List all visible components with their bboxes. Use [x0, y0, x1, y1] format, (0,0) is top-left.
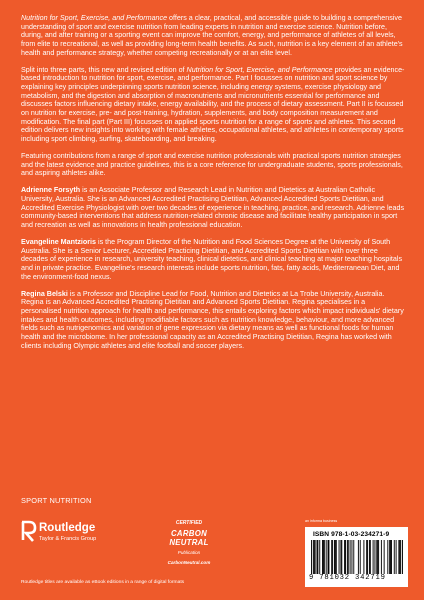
barcode-bar [335, 540, 336, 574]
blurb-paragraph-3: Featuring contributions from a range of sport and exercise nutrition professionals with practical sports nutrition strategies and the latest evidence and practice guidelines, this is a core reference for undergraduate students, sports professionals, and aspiring athletes alike. [21, 151, 403, 178]
barcode-bar [377, 540, 378, 574]
barcode-bar [367, 540, 368, 574]
author-bio-text: is a Professor and Discipline Lead for Food, Nutrition and Dietetics at La Trobe University, Australia. Regina is an Advanced Accredited Practising Dietitian and Advanced Sports Dietitian. Regina specialises in a personalised nutrition approach for health and performance, this entails exploring factors which impact individuals' dietary intakes and health outcomes, including modifiable factors such as nutrition knowledge, behaviour, and more advanced fields such as nutrigenomics and variation of gene expression via dietary means as well as functional foods for human health and the microbiome. In her professional capacity as an Accredited Practising Dietitian, Regina has worked with clients including Olympic athletes and elite football and soccer players. [21, 289, 404, 350]
blurb-paragraph-2 [21, 66, 406, 144]
badge-line-publication: Publication [177, 550, 201, 555]
barcode-bar [369, 540, 370, 574]
barcode-bar [373, 540, 374, 574]
blurb-paragraph-2-text: provides an evidence-based introduction to nutrition for sport, exercise, and performance. Part I focusses on nutrition and sport science by explaining key principles underpinning sports nutrition science, including energy systems, exercise physiology and metabolism, and the digestion and absorption of macronutrients and micronutrients essential for performance and discusses factors influencing dietary intake, energy availability, and the process of dietary assessment. Part II is focussed on nutrition for exercise, pre- and post-training, hydration, supplements, and body composition measurement and modification. The final part (Part III) focusses on applied sports nutrition for a range of sports and athletes. This second edition delivers new insights into working with female athletes, occupational athletes, and athletes in contemporary sports including sport climbing, surfing, skateboarding, and breaking. [21, 65, 405, 143]
badge-line-carbon: CARBON [170, 529, 208, 538]
barcode-bar [347, 540, 348, 574]
barcode-bar [328, 540, 329, 574]
ebook-note: Routledge titles are available as eBook editions in a range of digital formats [21, 580, 185, 585]
barcode-bar [353, 540, 354, 574]
barcode-bar [374, 540, 375, 574]
author-name: Adrienne Forsyth [21, 186, 81, 195]
author-bio-1 [21, 186, 406, 229]
barcode-bar [324, 540, 325, 574]
barcode-bar [336, 540, 337, 574]
barcode-bar [360, 540, 361, 574]
barcode-bar [331, 540, 332, 574]
publisher-logo [20, 518, 130, 558]
blurb-paragraph-1-text: offers a clear, practical, and accessible guide to building a comprehensive understanding of sport and exercise nutrition from leading experts in nutrition and exercise science. Nutrition before, during, and after training or a sporting event can improve the comfort, energy, and performance of athletes of all levels, from elite to recreational, as well as providing long-term health benefits. As such, nutrition is a key element of an athlete's health and performance strategy, whether competing recreationally or at an elite level. [21, 14, 403, 57]
barcode-bar [344, 540, 345, 574]
barcode-bar [366, 540, 367, 574]
barcode-bar [389, 540, 390, 574]
barcode-bar [378, 540, 379, 574]
barcode-bar [314, 540, 315, 574]
author-bio-3 [21, 290, 406, 351]
barcode-bar [391, 540, 392, 574]
barcode-bar [396, 540, 397, 574]
barcode-bar [402, 540, 403, 574]
barcode-bar [341, 540, 342, 574]
barcode-bar [334, 540, 335, 574]
book-title-italic: Nutrition for Sport, Exercise, and Performance [186, 65, 333, 74]
barcode-bar [319, 540, 320, 574]
publisher-name: Routledge [39, 522, 96, 534]
publisher-group: Taylor & Francis Group [39, 536, 97, 542]
barcode-bar [384, 540, 385, 574]
barcode-bar [326, 540, 327, 574]
barcode-bar [328, 540, 329, 574]
barcode-bar [332, 540, 333, 574]
blurb-paragraph-1 [21, 14, 406, 57]
barcode-bar [311, 540, 312, 574]
isbn-barcode [305, 527, 408, 587]
barcode-bar [398, 540, 399, 574]
barcode-bar [390, 540, 391, 574]
barcode-bar [339, 540, 340, 574]
barcode-bar [376, 540, 377, 574]
book-title-italic: Nutrition for Sport, Exercise, and Performance [21, 14, 168, 22]
author-bio-text: is the Program Director of the Nutrition and Food Sciences Degree at the University of South Australia. She is a Senior Lecturer, Accredited Practicing Dietitian, and Accredited Sports Dietitian with over three decades of experience in research, university teaching, clinical dietetics, and clinical teaching at major teaching hospitals and in private practice. Evangeline's research interests include sports nutrition, fats, fatty acids, Mediterranean Diet, and the environment-food nexus. [21, 238, 403, 281]
barcode-icon [311, 540, 403, 574]
author-bio-text: is an Associate Professor and Research Lead in Nutrition and Dietetics at Australian Catholic University, Australia. She is an Advanced Accredited Practising Dietitian, Advanced Accredited Sports Dietitian, and Accredited Exercise Physiologist with over two decades of experience in teaching, practice, and research. Adrienne leads community-based interventions that address nutrition-related chronic disease and facilitate healthy participation in sport and recreation as well as innovations in health professional education. [21, 186, 405, 229]
subject-category: SPORT NUTRITION [21, 496, 92, 505]
barcode-bar [363, 540, 364, 574]
barcode-bar [317, 540, 318, 574]
barcode-bar [345, 540, 346, 574]
barcode-bar [387, 540, 388, 574]
author-name: Regina Belski [21, 289, 68, 298]
barcode-bar [381, 540, 382, 574]
informa-credit: an informa business [305, 519, 338, 523]
carbon-neutral-badge [161, 520, 217, 574]
barcode-bar [350, 540, 351, 574]
barcode-bar [394, 540, 395, 574]
badge-line-url: CarbonNeutral.com [167, 560, 211, 565]
barcode-bar [370, 540, 371, 574]
blurb-paragraph-2-lead: Split into three parts, this new and revised edition of [21, 65, 187, 74]
barcode-digits: 9 781032 342719 [309, 574, 386, 582]
badge-line-neutral: NEUTRAL [169, 538, 209, 547]
barcode-bar [315, 540, 316, 574]
barcode-bar [400, 540, 401, 574]
barcode-bar [322, 540, 323, 574]
barcode-bar [313, 540, 314, 574]
barcode-bar [399, 540, 400, 574]
barcode-bar [340, 540, 341, 574]
barcode-bar [317, 540, 318, 574]
barcode-bar [351, 540, 352, 574]
blurb-text [21, 14, 406, 359]
isbn-text: ISBN 978-1-03-234271-9 [313, 531, 390, 538]
author-bio-2 [21, 238, 406, 281]
author-name: Evangeline Mantzioris [21, 238, 96, 246]
barcode-bar [348, 540, 349, 574]
routledge-r-icon [20, 520, 37, 542]
barcode-bar [323, 540, 324, 574]
barcode-bar [358, 540, 359, 574]
badge-line-certified: CERTIFIED [175, 520, 203, 526]
